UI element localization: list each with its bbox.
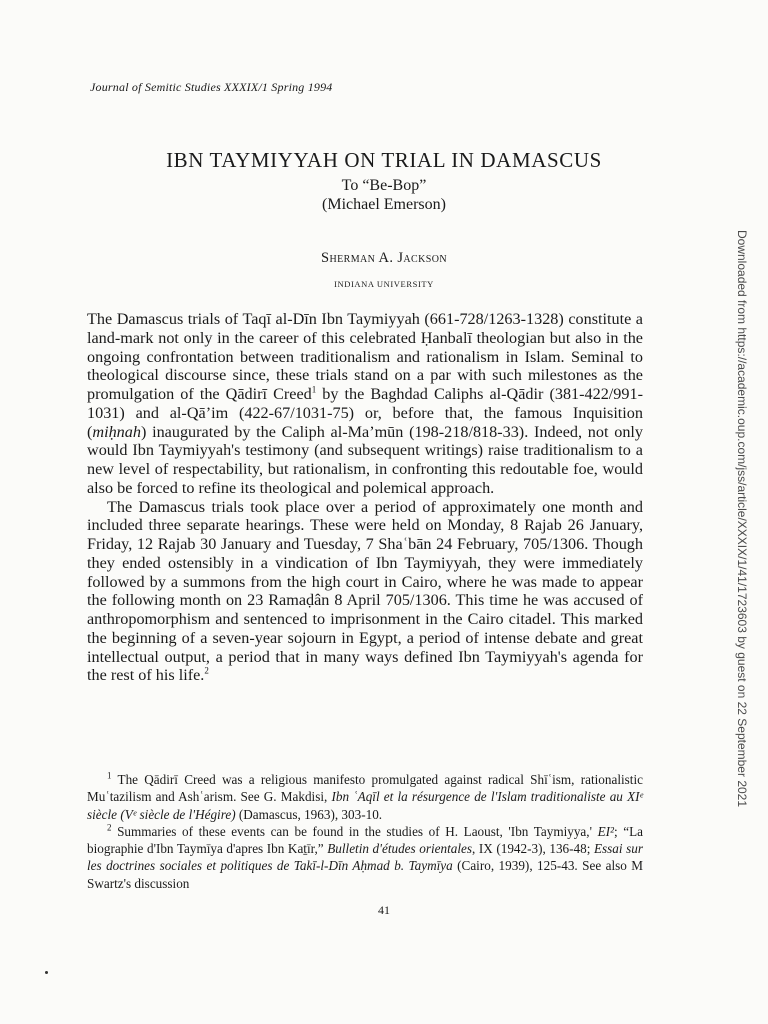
author-name: Sherman A. Jackson bbox=[321, 250, 447, 266]
footnote-2-journal-title: Bulletin d'études orientales bbox=[327, 841, 472, 857]
paragraph-2 bbox=[87, 498, 643, 686]
footnote-2-text-d: (Cairo, 1939), 125-43. See also M Swartz's discussion bbox=[87, 858, 643, 891]
paragraph-2-text: The Damascus trials took place over a period of approximately one month and included three separate hearings. These were held on Monday, 8 Rajab 26 January, Friday, 12 Rajab 30 January and Tuesday, 7 Shaʿbān 24 February, 705/1306. Though they ended ostensibly in a vindication of Ibn Taymiyyah, they were immediately followed by a summons from the high court in Cairo, where he was made to appear the following month on 23 Ramaḍân 8 April 705/1306. This time he was accused of anthropomorphism and sentenced to imprisonment in the Cairo citadel. This marked the beginning of a seven-year sojourn in Egypt, a period of intense debate and great intellectual output, a period that in many ways defined Ibn Taymiyyah's agenda for the rest of his life. bbox=[87, 497, 643, 685]
footnotes bbox=[87, 771, 643, 892]
footnote-2-number: 2 bbox=[107, 822, 112, 833]
footnote-1-text-b: (Damascus, 1963), 303-10. bbox=[235, 806, 383, 822]
footnote-1-number: 1 bbox=[107, 770, 112, 781]
footnote-1-text-a: The Qādirī Creed was a religious manifesto promulgated against radical Shīʿism, rationalistic Muʿtazilism and Ashʿarism. See G. Makdisi, bbox=[87, 772, 643, 805]
article-body bbox=[87, 310, 643, 685]
dedication-line-2: (Michael Emerson) bbox=[322, 196, 446, 213]
mihnah-term: miḥnah bbox=[92, 422, 141, 441]
footnote-2-ei: EI² bbox=[597, 823, 614, 839]
download-note-text: Downloaded from https://academic.oup.com/jss/article/XXXIX/1/41/1723603 by guest on 22 September 2021 bbox=[735, 230, 749, 808]
footnote-2-text-c: , IX (1942-3), 136-48; bbox=[471, 841, 594, 857]
footnote-ref-2[interactable]: 2 bbox=[204, 665, 209, 676]
footnote-1-book-title: Ibn ʿAqīl et la résurgence de l'Islam traditionaliste au XIᵉ siècle (Vᵉ siècle de l'Hégire) bbox=[87, 789, 643, 822]
footnote-1 bbox=[87, 771, 643, 823]
paragraph-1 bbox=[87, 310, 643, 498]
author-affiliation: INDIANA UNIVERSITY bbox=[334, 279, 434, 289]
footnote-2-text-b: ; “La biographie d'Ibn Taymīya d'apres Ibn Kaṯīr,” bbox=[87, 823, 643, 857]
paragraph-1-text-c: ) inaugurated by the Caliph al-Maʼmūn (198-218/818-33). Indeed, not only would Ibn Taymiyyah's testimony (and subsequent writings) raise traditionalism to a new level of respectability, but rationalism, in confronting this redoutable foe, would also be forced to refine its theological and polemical approach. bbox=[87, 422, 643, 497]
journal-header: Journal of Semitic Studies XXXIX/1 Spring 1994 bbox=[90, 80, 333, 94]
footnote-2 bbox=[87, 823, 643, 892]
footnote-ref-1[interactable]: 1 bbox=[311, 384, 317, 395]
footnote-2-book-title: Essai sur les doctrines sociales et politiques de Takī-l-Dīn Aḥmad b. Taymīya bbox=[87, 841, 643, 874]
page-number: 41 bbox=[378, 903, 390, 917]
download-watermark bbox=[734, 230, 752, 808]
scan-speck bbox=[45, 971, 48, 974]
dedication-line-1: To “Be-Bop” bbox=[341, 177, 427, 194]
paragraph-1-text-a: The Damascus trials of Taqī al-Dīn Ibn Taymiyyah (661-728/1263-1328) constitute a land-mark not only in the career of this celebrated Ḥanbalī theologian but also in the ongoing confrontation between traditionalism and rationalism in Islam. Seminal to theological discourse since, these trials stand on a par with such milestones as the promulgation of the Qādirī Creed bbox=[87, 310, 643, 403]
footnote-2-text-a: Summaries of these events can be found in the studies of H. Laoust, 'Ibn Taymiyya,' bbox=[111, 823, 598, 839]
paragraph-1-text-b: by the Baghdad Caliphs al-Qādir (381-422/991-1031) and al-Qāʼim (422-67/1031-75) or, before that, the famous Inquisition ( bbox=[87, 385, 643, 441]
article-title: IBN TAYMIYYAH ON TRIAL IN DAMASCUS bbox=[166, 148, 602, 172]
